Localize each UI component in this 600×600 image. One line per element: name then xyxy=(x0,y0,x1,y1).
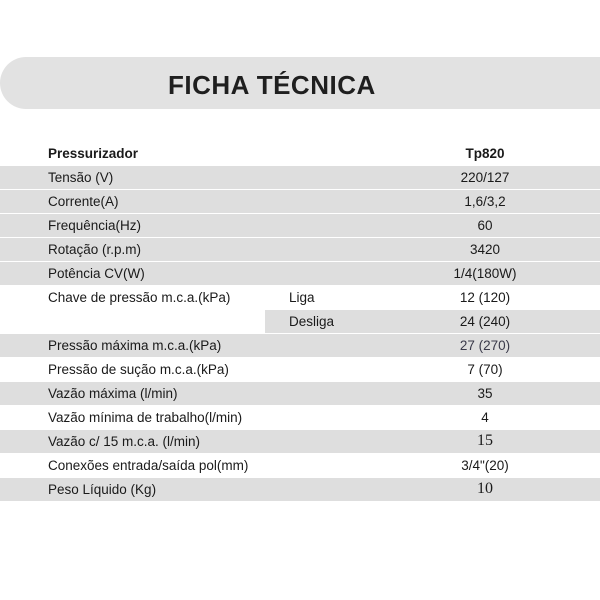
row-label: Potência CV(W) xyxy=(48,266,145,281)
row-sublabel: Liga xyxy=(289,290,315,305)
page-title: FICHA TÉCNICA xyxy=(168,70,376,100)
row-label: Pressão máxima m.c.a.(kPa) xyxy=(48,338,222,353)
row-value: 3/4"(20) xyxy=(461,458,509,473)
table-row xyxy=(0,358,600,382)
table-row xyxy=(0,478,600,502)
table-row xyxy=(0,238,600,262)
table-row xyxy=(0,334,600,358)
row-label: Pressão de sução m.c.a.(kPa) xyxy=(48,362,229,377)
table-row xyxy=(0,286,600,310)
row-value: 220/127 xyxy=(460,170,510,185)
table-row xyxy=(0,454,600,478)
row-value: 4 xyxy=(481,410,489,425)
row-value: 1,6/3,2 xyxy=(464,194,506,209)
header-model: Tp820 xyxy=(465,146,505,161)
header-label: Pressurizador xyxy=(48,146,139,161)
row-label: Peso Líquido (Kg) xyxy=(48,482,157,497)
table-row xyxy=(0,430,600,454)
row-value: 1/4(180W) xyxy=(453,266,517,281)
table-row xyxy=(0,262,600,286)
table-row xyxy=(0,166,600,190)
row-value: 27 (270) xyxy=(459,338,511,353)
row-label: Conexões entrada/saída pol(mm) xyxy=(48,458,249,473)
spec-table xyxy=(0,142,600,502)
row-label: Frequência(Hz) xyxy=(48,218,142,233)
table-row xyxy=(0,406,600,430)
table-header-row xyxy=(0,142,600,166)
table-row xyxy=(0,214,600,238)
table-row xyxy=(0,310,600,334)
row-label: Tensão (V) xyxy=(48,170,114,185)
row-label: Vazão c/ 15 m.c.a. (l/min) xyxy=(48,434,201,449)
row-label: Corrente(A) xyxy=(48,194,119,209)
row-value: 60 xyxy=(477,218,493,233)
row-value: 15 xyxy=(477,432,493,449)
row-label: Vazão máxima (l/min) xyxy=(48,386,178,401)
row-value: 12 (120) xyxy=(459,290,511,305)
row-value: 3420 xyxy=(469,242,501,257)
table-row xyxy=(0,190,600,214)
row-value: 10 xyxy=(477,480,493,497)
row-value: 24 (240) xyxy=(459,314,511,329)
row-label: Chave de pressão m.c.a.(kPa) xyxy=(48,290,231,305)
table-row xyxy=(0,382,600,406)
row-label: Vazão mínima de trabalho(l/min) xyxy=(48,410,243,425)
row-label: Rotação (r.p.m) xyxy=(48,242,142,257)
row-sublabel: Desliga xyxy=(289,314,335,329)
row-value: 35 xyxy=(477,386,493,401)
title-banner xyxy=(0,57,600,109)
row-value: 7 (70) xyxy=(467,362,503,377)
